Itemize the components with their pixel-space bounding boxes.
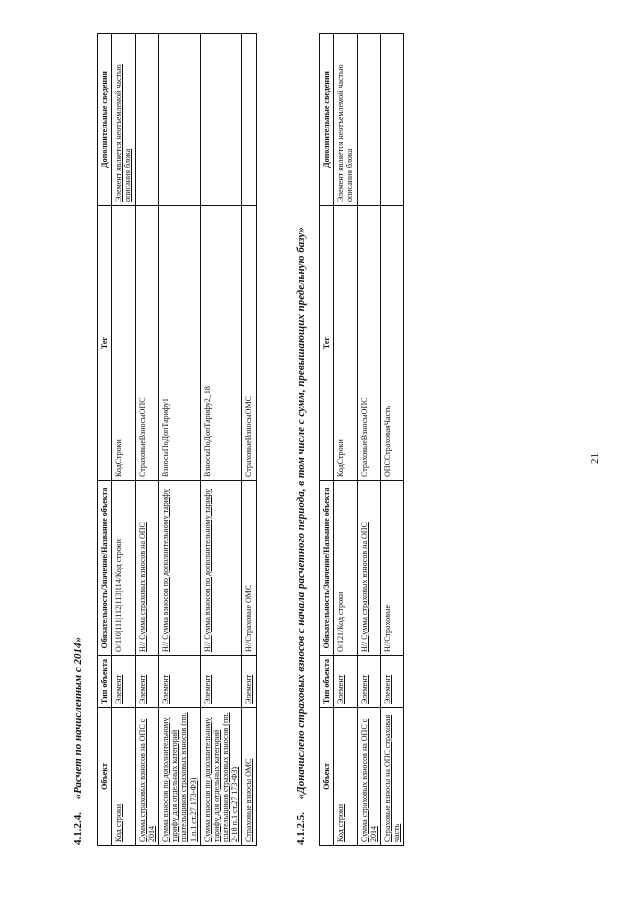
section-title: «Доначислено страховых взносов с начала расчетного периода, в том числе с сумм, превышающих предельную базу»	[295, 227, 307, 800]
header-requirement: Обязательность/Значение/Название объекта	[98, 481, 112, 656]
cell-type: Элемент	[380, 656, 403, 708]
table-row	[112, 34, 135, 846]
cell-info	[135, 34, 158, 206]
table-row	[242, 34, 256, 846]
cell-info	[357, 34, 380, 206]
table-row	[357, 34, 380, 846]
cell-type: Элемент	[112, 656, 135, 708]
header-tag: Тег	[320, 206, 334, 481]
header-info: Дополнительные сведения	[98, 34, 112, 206]
cell-object: Код строки	[112, 708, 135, 846]
cell-object: Страховые взносы ОМС	[242, 708, 256, 846]
cell-requirement: Н// Сумма страховых взносов на ОПС	[135, 481, 158, 656]
cell-info: Элемент является неотъемлемой частью описания блока	[334, 34, 357, 206]
cell-tag: ОПССтраховаяЧасть	[380, 206, 403, 481]
cell-object: Сумма взносов по дополнительному тарифу для отдельных категорий плательщиков страховых взносов (пп. 2-18 п.1 ст.27 173-ФЗ)	[200, 708, 242, 846]
header-object: Объект	[98, 708, 112, 846]
cell-tag: ВзносыПоДопТарифу1	[158, 206, 200, 481]
cell-object: Сумма взносов по дополнительному тарифу для отдельных категорий плательщиков страховых взносов (пп. 1 п.1 ст.27 173-ФЗ)	[158, 708, 200, 846]
cell-tag: ВзносыПоДопТарифу2_18	[200, 206, 242, 481]
cell-requirement: Н// Сумма взносов по дополнительному тарифу	[200, 481, 242, 656]
section-heading-4-1-2-4	[72, 637, 84, 845]
header-info: Дополнительные сведения	[320, 34, 334, 206]
cell-type: Элемент	[135, 656, 158, 708]
cell-tag: СтраховыеВзносыОПС	[135, 206, 158, 481]
section-heading-4-1-2-5	[295, 227, 307, 845]
cell-type: Элемент	[242, 656, 256, 708]
cell-info	[380, 34, 403, 206]
cell-requirement: Н//Страховые	[380, 481, 403, 656]
cell-object: Сумма страховых взносов на ОПС с 2014	[135, 708, 158, 846]
header-tag: Тег	[98, 206, 112, 481]
table-header-row	[320, 34, 334, 846]
cell-info	[200, 34, 242, 206]
table-row	[135, 34, 158, 846]
table-row	[158, 34, 200, 846]
cell-requirement: Н// Сумма страховых взносов на ОПС	[357, 481, 380, 656]
cell-tag: КодСтроки	[112, 206, 135, 481]
table-accrued-2014	[97, 33, 257, 846]
cell-info: Элемент является неотъемлемой частью описания блока	[112, 34, 135, 206]
cell-requirement: О/110|111|112|113|114/Код строки	[112, 481, 135, 656]
cell-requirement: Н// Сумма взносов по дополнительному тарифу	[158, 481, 200, 656]
table-row	[334, 34, 357, 846]
cell-tag: СтраховыеВзносыОМС	[242, 206, 256, 481]
section-number: 4.1.2.5.	[295, 812, 307, 845]
table-row	[200, 34, 242, 846]
header-requirement: Обязательность/Значение/Название объекта	[320, 481, 334, 656]
header-type: Тип объекта	[98, 656, 112, 708]
cell-requirement: О/121/Код строки	[334, 481, 357, 656]
cell-info	[158, 34, 200, 206]
header-type: Тип объекта	[320, 656, 334, 708]
cell-info	[242, 34, 256, 206]
table-row	[380, 34, 403, 846]
cell-object: Код строки	[334, 708, 357, 846]
cell-type: Элемент	[200, 656, 242, 708]
page-number: 21	[589, 453, 601, 464]
cell-tag: СтраховыеВзносыОПС	[357, 206, 380, 481]
cell-type: Элемент	[334, 656, 357, 708]
cell-type: Элемент	[357, 656, 380, 708]
cell-object: Страховые взносы на ОПС страховая часть	[380, 708, 403, 846]
table-header-row	[98, 34, 112, 846]
header-object: Объект	[320, 708, 334, 846]
cell-tag: КодСтроки	[334, 206, 357, 481]
cell-requirement: Н//Страховые ОМС	[242, 481, 256, 656]
section-number: 4.1.2.4.	[72, 812, 84, 845]
cell-object: Сумма страховых взносов на ОПС с 2014	[357, 708, 380, 846]
table-additional-charges	[319, 33, 404, 846]
section-title: «Расчет по начисленным с 2014»	[72, 637, 84, 800]
cell-type: Элемент	[158, 656, 200, 708]
